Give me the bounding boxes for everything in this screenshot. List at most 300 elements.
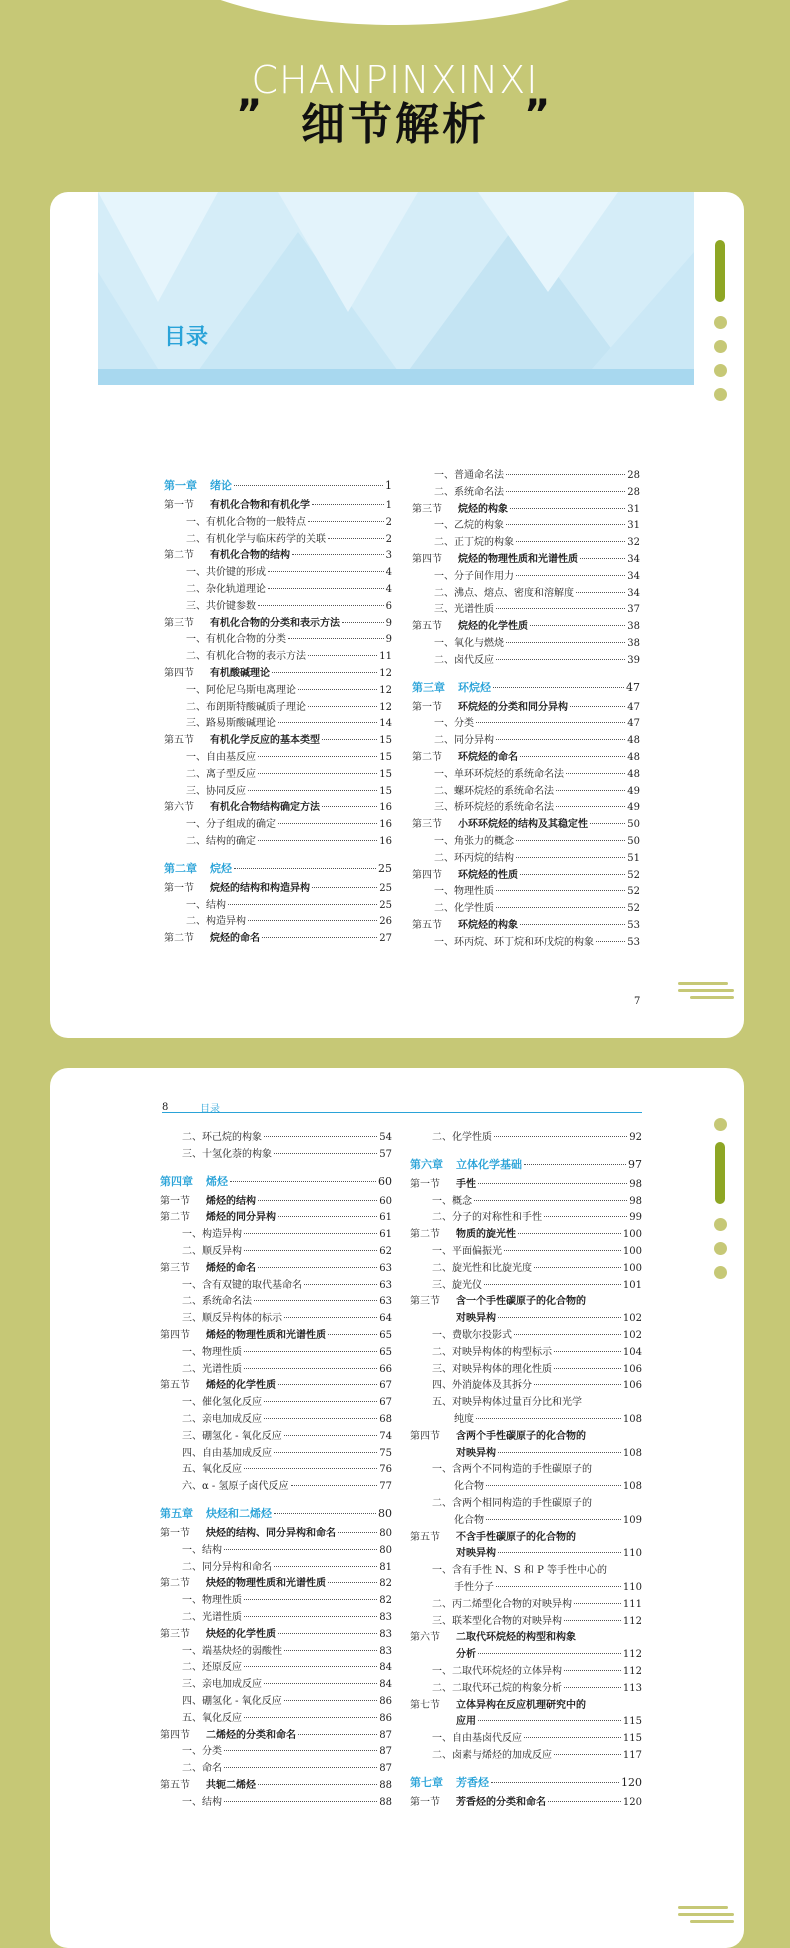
entry-page: 65	[379, 1346, 392, 1358]
toc-entry	[410, 1345, 642, 1362]
entry-page: 104	[622, 1346, 642, 1358]
entry-title: 三、顺反异构体的标示	[182, 1313, 282, 1325]
leader-dots	[524, 1737, 621, 1738]
leader-dots	[258, 840, 377, 841]
entry-page: 115	[622, 1733, 642, 1745]
entry-page: 27	[379, 933, 392, 945]
toc-entry	[160, 1560, 392, 1577]
entry-title: 三、对映异构体的理化性质	[432, 1363, 552, 1375]
leader-dots	[224, 1549, 377, 1550]
leader-dots	[506, 491, 625, 492]
leader-dots	[580, 558, 625, 559]
toc-entry	[410, 1227, 642, 1244]
leader-dots	[544, 1216, 627, 1217]
toc-entry	[410, 1597, 642, 1614]
banner-pattern	[98, 192, 694, 385]
toc-entry	[410, 1664, 642, 1681]
toc-left-column	[164, 468, 392, 948]
toc-entry	[164, 784, 392, 801]
leader-dots	[484, 1284, 621, 1285]
entry-label: 第六节	[410, 1632, 440, 1644]
toc-entry	[164, 565, 392, 582]
entry-label: 第三节	[412, 819, 442, 831]
entry-title: 含两个手性碳原子的化合物的	[456, 1430, 586, 1442]
entry-label: 第二章	[164, 861, 197, 875]
entry-label: 第二节	[160, 1578, 190, 1590]
entry-page: 47	[627, 701, 640, 713]
entry-label: 第三节	[160, 1262, 190, 1274]
quote-close: ”	[524, 92, 551, 138]
entry-page: 49	[627, 785, 640, 797]
toc-entry	[164, 599, 392, 616]
toc-entry	[160, 1462, 392, 1479]
toc-entry	[160, 1576, 392, 1593]
leader-dots	[258, 605, 384, 606]
entry-label: 第一节	[412, 701, 442, 713]
entry-page: 28	[627, 486, 640, 498]
entry-page: 87	[379, 1763, 392, 1775]
entry-title: 四、外消旋体及其拆分	[432, 1380, 532, 1392]
entry-title: 烷烃的结构和构造异构	[210, 882, 310, 894]
toc-entry	[410, 1244, 642, 1261]
entry-page: 1	[385, 479, 392, 492]
toc-entry	[412, 586, 640, 603]
leader-dots	[328, 1334, 377, 1335]
entry-label: 第一节	[410, 1178, 440, 1190]
toc-entry	[160, 1610, 392, 1627]
leader-dots	[516, 840, 625, 841]
entry-title: 四、自由基加成反应	[182, 1447, 272, 1459]
toc-left-column	[160, 1130, 392, 1811]
toc-entry-continued	[410, 1311, 642, 1328]
entry-title: 分析	[456, 1649, 476, 1661]
leader-dots	[308, 706, 377, 707]
leader-dots	[590, 823, 625, 824]
entry-page: 101	[622, 1279, 642, 1291]
entry-label: 第四节	[410, 1430, 440, 1442]
entry-page: 97	[628, 1157, 642, 1171]
toc-entry	[412, 468, 640, 485]
leader-dots	[478, 1183, 627, 1184]
entry-label: 第一节	[160, 1527, 190, 1539]
toc-entry	[160, 1711, 392, 1728]
entry-label: 第一章	[164, 479, 197, 492]
entry-page: 80	[379, 1544, 392, 1556]
entry-title: 一、氧化与燃烧	[434, 637, 504, 649]
entry-page: 15	[379, 785, 392, 797]
entry-page: 62	[379, 1245, 392, 1257]
leader-dots	[328, 1582, 377, 1583]
entry-page: 81	[379, 1561, 392, 1573]
toc-entry	[160, 1644, 392, 1661]
leader-dots	[506, 474, 625, 475]
leader-dots	[308, 655, 377, 656]
toc-entry	[160, 1362, 392, 1379]
entry-page: 15	[379, 751, 392, 763]
toc-entry-continued	[410, 1479, 642, 1496]
entry-page: 51	[627, 852, 640, 864]
entry-page: 25	[378, 861, 392, 875]
toc-entry	[160, 1761, 392, 1778]
entry-title: 二、旋光性和比旋光度	[432, 1262, 532, 1274]
toc-entry	[164, 834, 392, 851]
leader-dots	[518, 1233, 621, 1234]
toc-entry	[412, 935, 640, 952]
entry-title: 一、分子间作用力	[434, 570, 514, 582]
toc-entry	[160, 1261, 392, 1278]
entry-title: 四、硼氢化 - 氧化反应	[182, 1695, 282, 1707]
toc-entry	[412, 834, 640, 851]
entry-page: 99	[629, 1212, 642, 1224]
toc-entry	[160, 1147, 392, 1164]
entry-title: 一、乙烷的构象	[434, 520, 504, 532]
entry-page: 4	[385, 583, 392, 595]
toc-entry	[164, 898, 392, 915]
entry-page: 117	[622, 1749, 642, 1761]
entry-page: 82	[379, 1595, 392, 1607]
entry-page: 64	[379, 1313, 392, 1325]
leader-dots	[554, 1351, 621, 1352]
leader-dots	[298, 689, 377, 690]
entry-label: 第四节	[160, 1329, 190, 1341]
leader-dots	[258, 756, 377, 757]
entry-title: 二、二取代环己烷的构象分析	[432, 1682, 562, 1694]
entry-title: 含一个手性碳原子的化合物的	[456, 1296, 586, 1308]
toc-entry	[410, 1395, 642, 1412]
entry-title: 一、分类	[434, 718, 474, 730]
entry-page: 16	[379, 802, 392, 814]
entry-title: 环烷烃的分类和同分异构	[458, 701, 568, 713]
entry-page: 52	[627, 886, 640, 898]
entry-page: 50	[627, 819, 640, 831]
entry-title: 三、桥环烷烃的系统命名法	[434, 802, 554, 814]
entry-title: 一、构造异构	[182, 1229, 242, 1241]
leader-dots	[534, 1267, 621, 1268]
toc-entry	[412, 518, 640, 535]
entry-title: 环烷烃的构象	[458, 919, 518, 931]
leader-dots	[496, 608, 625, 609]
entry-page: 52	[627, 903, 640, 915]
leader-dots	[556, 806, 625, 807]
top-arc	[140, 0, 650, 25]
entry-title: 二、环己烷的构象	[182, 1132, 262, 1143]
entry-title: 一、自由基反应	[186, 751, 256, 763]
toc-entry	[164, 532, 392, 549]
toc-entry	[410, 1731, 642, 1748]
entry-label: 第二节	[412, 751, 442, 763]
toc-entry	[412, 851, 640, 868]
entry-title: 二、螺环烷烃的系统命名法	[434, 785, 554, 797]
toc-entry	[160, 1311, 392, 1328]
toc-title: 目录	[164, 325, 209, 350]
entry-title: 有机化合物的分类和表示方法	[210, 617, 340, 629]
toc-chapter	[410, 1771, 642, 1795]
leader-dots	[486, 1485, 621, 1486]
entry-page: 120	[622, 1796, 642, 1808]
toc-chapter	[160, 1170, 392, 1194]
leader-dots	[264, 1418, 377, 1419]
entry-label: 第七节	[410, 1699, 440, 1711]
leader-dots	[564, 1620, 621, 1621]
leader-dots	[493, 687, 624, 688]
leader-dots	[510, 508, 625, 509]
indicator-bar	[715, 1142, 725, 1204]
entry-title: 一、分子组成的确定	[186, 819, 276, 831]
entry-label: 第七章	[410, 1775, 443, 1789]
entry-title: 二、构造异构	[186, 916, 246, 928]
entry-page: 88	[379, 1779, 392, 1791]
entry-title: 有机化合物结构确定方法	[210, 802, 320, 814]
leader-dots	[566, 773, 625, 774]
entry-page: 111	[622, 1598, 642, 1610]
entry-title: 有机化学反应的基本类型	[210, 735, 320, 747]
english-heading: CHANPINXINXI	[251, 58, 539, 102]
toc-entry	[164, 498, 392, 515]
entry-title: 烷烃	[210, 861, 232, 875]
toc-chapter	[412, 676, 640, 700]
entry-page: 6	[385, 600, 392, 612]
entry-title: 炔烃的化学性质	[206, 1628, 276, 1640]
entry-label: 第三节	[160, 1628, 190, 1640]
entry-title: 二、杂化轨道理论	[186, 583, 266, 595]
entry-title: 二、化学性质	[434, 903, 494, 915]
leader-dots	[284, 1650, 377, 1651]
entry-page: 38	[627, 621, 640, 633]
entry-title: 烯烃	[206, 1174, 228, 1188]
entry-label: 第五节	[410, 1531, 440, 1543]
toc-entry	[412, 817, 640, 834]
entry-label: 第一节	[164, 882, 194, 894]
toc-entry	[410, 1261, 642, 1278]
toc-entry	[410, 1429, 642, 1446]
entry-title: 三、路易斯酸碱理论	[186, 718, 276, 730]
entry-title: 环烷烃的性质	[458, 869, 518, 881]
leader-dots	[278, 1384, 377, 1385]
leader-dots	[278, 823, 377, 824]
toc-entry	[410, 1748, 642, 1765]
entry-label: 第六章	[410, 1157, 443, 1171]
indicator-dot	[714, 388, 727, 401]
indicator-dot	[714, 316, 727, 329]
toc-entry	[164, 548, 392, 565]
toc-entry	[412, 800, 640, 817]
entry-page: 112	[622, 1615, 642, 1627]
toc-chapter	[164, 857, 392, 881]
section-heading: 细节解析	[301, 99, 489, 150]
entry-title: 有机酸碱理论	[210, 667, 270, 679]
entry-title: 二、卤代反应	[434, 654, 494, 666]
toc-entry	[160, 1395, 392, 1412]
leader-dots	[224, 1767, 377, 1768]
entry-title: 二、有机化合物的表示方法	[186, 651, 306, 663]
toc-entry	[160, 1660, 392, 1677]
leader-dots	[268, 571, 384, 572]
leader-dots	[254, 1300, 377, 1301]
entry-page: 98	[629, 1195, 642, 1207]
entry-title: 一、有机化合物的一般特点	[186, 516, 306, 528]
entry-page: 65	[379, 1329, 392, 1341]
toc-entry	[412, 901, 640, 918]
entry-page: 4	[385, 567, 392, 579]
toc-entry	[412, 918, 640, 935]
entry-page: 76	[379, 1464, 392, 1476]
entry-title: 三、十氢化萘的构象	[182, 1148, 272, 1160]
leader-dots	[496, 890, 625, 891]
entry-label: 第五节	[164, 735, 194, 747]
entry-label: 第六节	[164, 802, 194, 814]
toc-chapter	[164, 474, 392, 498]
toc-entry	[410, 1563, 642, 1580]
toc-entry	[160, 1412, 392, 1429]
toc-entry	[412, 733, 640, 750]
toc-entry	[160, 1795, 392, 1812]
entry-page: 31	[627, 503, 640, 515]
toc-entry	[410, 1177, 642, 1194]
toc-entry	[410, 1194, 642, 1211]
entry-title: 化合物	[454, 1514, 484, 1526]
entry-page: 60	[378, 1174, 392, 1188]
side-indicator	[713, 240, 727, 412]
entry-title: 二、丙二烯型化合物的对映异构	[432, 1598, 572, 1610]
leader-dots	[272, 672, 377, 673]
entry-page: 31	[627, 520, 640, 532]
entry-page: 16	[379, 835, 392, 847]
entry-page: 16	[379, 819, 392, 831]
toc-entry	[164, 817, 392, 834]
entry-title: 有机化合物和有机化学	[210, 500, 310, 511]
entry-page: 68	[379, 1413, 392, 1425]
entry-page: 86	[379, 1712, 392, 1724]
toc-entry	[410, 1496, 642, 1513]
entry-title: 三、联苯型化合物的对映异构	[432, 1615, 562, 1627]
leader-dots	[534, 1384, 621, 1385]
entry-page: 80	[379, 1527, 392, 1539]
entry-page: 106	[622, 1363, 642, 1375]
leader-dots	[278, 1633, 377, 1634]
entry-page: 82	[379, 1578, 392, 1590]
toc-entry	[164, 649, 392, 666]
entry-title: 一、环丙烷、环丁烷和环戊烷的构象	[434, 936, 594, 948]
entry-page: 102	[622, 1313, 642, 1325]
entry-page: 83	[379, 1645, 392, 1657]
toc-entry	[412, 636, 640, 653]
leader-dots	[342, 622, 384, 623]
entry-page: 87	[379, 1729, 392, 1741]
entry-title: 二、结构的确定	[186, 835, 256, 847]
entry-page: 100	[622, 1229, 642, 1241]
toc-entry	[160, 1378, 392, 1395]
entry-title: 五、氧化反应	[182, 1464, 242, 1476]
toc-entry	[164, 616, 392, 633]
entry-title: 手性分子	[454, 1581, 494, 1593]
entry-label: 第五节	[412, 621, 442, 633]
leader-dots	[504, 1250, 621, 1251]
entry-page: 25	[379, 899, 392, 911]
entry-page: 12	[379, 701, 392, 713]
entry-title: 二、卤素与烯烃的加成反应	[432, 1749, 552, 1761]
entry-title: 炔烃的物理性质和光谱性质	[206, 1578, 326, 1590]
entry-page: 67	[379, 1380, 392, 1392]
leader-dots	[498, 1452, 621, 1453]
entry-label: 第三节	[410, 1296, 440, 1308]
entry-page: 53	[627, 936, 640, 948]
toc-entry	[412, 602, 640, 619]
leader-dots	[520, 924, 625, 925]
entry-title: 三、共价键参数	[186, 600, 256, 612]
leader-dots	[244, 1599, 377, 1600]
toc-entry	[160, 1345, 392, 1362]
entry-title: 炔烃的结构、同分异构和命名	[206, 1527, 336, 1539]
quote-open: ”	[236, 92, 263, 138]
entry-page: 110	[622, 1581, 642, 1593]
entry-title: 二、同分异构	[434, 735, 494, 747]
leader-dots	[234, 868, 376, 869]
toc-entry-continued	[410, 1714, 642, 1731]
toc-entry	[160, 1479, 392, 1496]
leader-dots	[284, 1317, 377, 1318]
indicator-dot	[714, 1242, 727, 1255]
leader-dots	[244, 1250, 377, 1251]
leader-dots	[556, 790, 625, 791]
leader-dots	[478, 1653, 621, 1654]
entry-page: 77	[379, 1481, 392, 1493]
entry-title: 立体化学基础	[456, 1157, 522, 1171]
entry-title: 化合物	[454, 1481, 484, 1493]
entry-label: 第五节	[160, 1779, 190, 1791]
page-number: 7	[634, 996, 641, 1007]
leader-dots	[244, 1468, 377, 1469]
entry-title: 一、端基炔烃的弱酸性	[182, 1645, 282, 1657]
toc-entry	[160, 1627, 392, 1644]
toc-entry	[412, 784, 640, 801]
toc-entry-continued	[410, 1546, 642, 1563]
entry-title: 一、结构	[186, 899, 226, 911]
entry-label: 第一节	[160, 1195, 190, 1207]
leader-dots	[244, 1351, 377, 1352]
toc-entry	[164, 914, 392, 931]
toc-entry	[410, 1362, 642, 1379]
toc-entry	[412, 485, 640, 502]
toc-entry	[164, 700, 392, 717]
entry-title: 烯烃的化学性质	[206, 1380, 276, 1392]
leader-dots	[496, 1586, 621, 1587]
entry-page: 11	[379, 651, 392, 663]
leader-dots	[496, 739, 625, 740]
entry-label: 第五节	[412, 919, 442, 931]
leader-dots	[274, 1153, 377, 1154]
toc-entry	[164, 683, 392, 700]
leader-dots	[570, 706, 625, 707]
entry-label: 第三节	[412, 503, 442, 515]
leader-dots	[264, 1136, 377, 1137]
entry-page: 2	[385, 533, 392, 545]
toc-entry	[164, 582, 392, 599]
toc-entry	[412, 750, 640, 767]
entry-page: 92	[629, 1132, 642, 1143]
entry-title: 二、沸点、熔点、密度和溶解度	[434, 587, 574, 599]
indicator-dot	[714, 1218, 727, 1231]
entry-page: 52	[627, 869, 640, 881]
entry-page: 9	[385, 617, 392, 629]
leader-dots	[506, 524, 625, 525]
entry-title: 烯烃的同分异构	[206, 1212, 276, 1224]
indicator-dot	[714, 1266, 727, 1279]
entry-title: 烷烃的物理性质和光谱性质	[458, 553, 578, 565]
leader-dots	[476, 1418, 621, 1419]
entry-page: 49	[627, 802, 640, 814]
toc-entry	[410, 1795, 642, 1812]
entry-title: 一、单环环烷烃的系统命名法	[434, 768, 564, 780]
